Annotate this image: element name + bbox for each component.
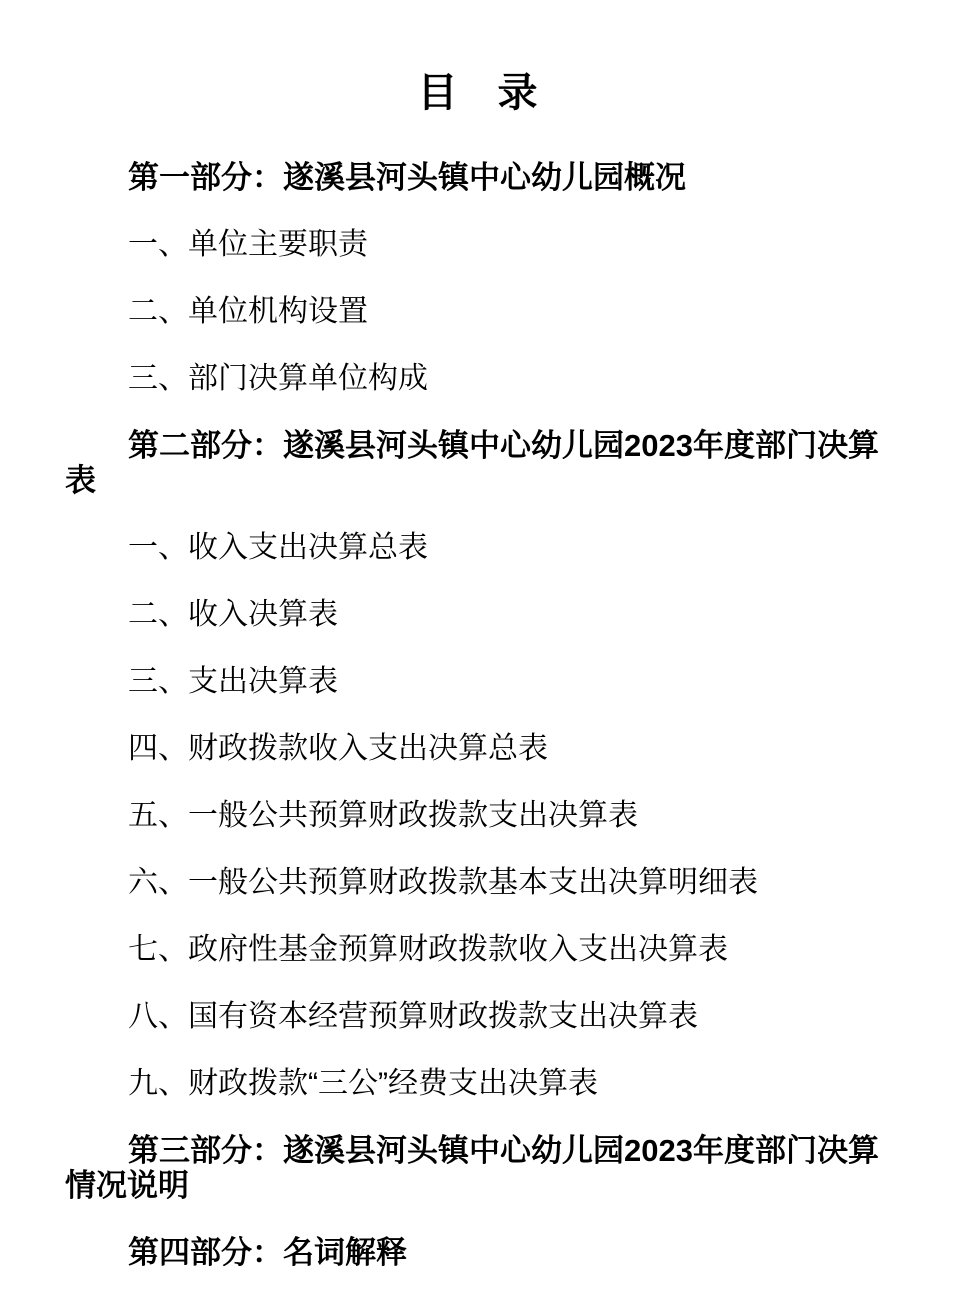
toc-line: 第四部分：名词解释 [128,1235,407,1270]
toc-entries [65,160,890,1270]
toc-line: 情况说明 [65,1168,189,1203]
toc-item [65,530,890,565]
toc-section-heading [65,160,890,195]
toc-item [65,664,890,699]
toc-item [65,731,890,766]
toc-item [65,999,890,1034]
toc-line: 一、收入支出决算总表 [128,531,428,564]
toc-line: 三、部门决算单位构成 [128,362,428,395]
toc-item [65,227,890,262]
toc-item [65,865,890,900]
toc-line: 八、国有资本经营预算财政拨款支出决算表 [128,1000,698,1033]
toc-line: 第二部分：遂溪县河头镇中心幼儿园2023年度部门决算 [128,428,879,463]
toc-item [65,361,890,396]
toc-line: 五、一般公共预算财政拨款支出决算表 [128,799,638,832]
toc-section-heading [65,1133,890,1203]
toc-section-heading [65,428,890,498]
toc-item [65,1066,890,1101]
toc-line: 一、单位主要职责 [128,228,368,261]
toc-line: 四、财政拨款收入支出决算总表 [128,732,548,765]
toc-item [65,798,890,833]
toc-item [65,932,890,967]
toc-line: 六、一般公共预算财政拨款基本支出决算明细表 [128,866,758,899]
toc-item [65,597,890,632]
toc-line: 三、支出决算表 [128,665,338,698]
toc-line: 第一部分：遂溪县河头镇中心幼儿园概况 [128,160,686,195]
toc-line: 七、政府性基金预算财政拨款收入支出决算表 [128,933,728,966]
toc-line: 二、收入决算表 [128,598,338,631]
toc-line: 表 [65,463,96,498]
toc-item [65,294,890,329]
toc-line: 二、单位机构设置 [128,295,368,328]
toc-section-heading [65,1235,890,1270]
toc-line: 第三部分：遂溪县河头镇中心幼儿园2023年度部门决算 [128,1133,879,1168]
page-title: 目 录 [417,71,538,115]
toc-line: 九、财政拨款“三公”经费支出决算表 [128,1067,598,1100]
